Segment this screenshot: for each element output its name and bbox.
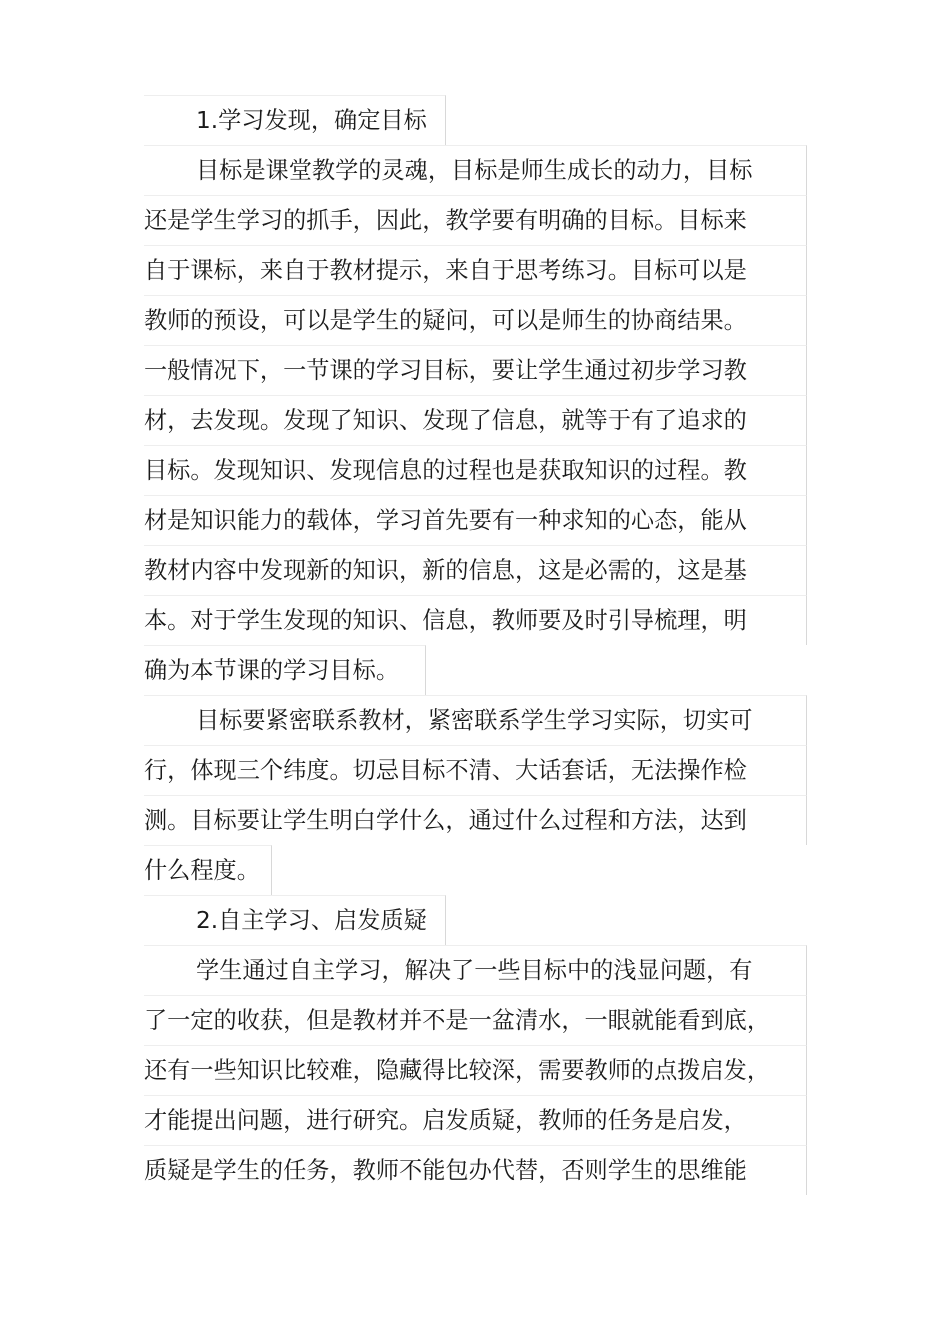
paragraph-line: 测。目标要让学生明白学什么，通过什么过程和方法，达到 xyxy=(144,795,807,845)
paragraph-line: 材，去发现。发现了知识、发现了信息，就等于有了追求的 xyxy=(144,395,807,445)
section-heading: 2.自主学习、启发质疑 xyxy=(144,895,446,945)
paragraph-line: 了一定的收获，但是教材并不是一盆清水，一眼就能看到底， xyxy=(144,995,807,1045)
paragraph-line: 材是知识能力的载体，学习首先要有一种求知的心态，能从 xyxy=(144,495,807,545)
paragraph-line: 学生通过自主学习，解决了一些目标中的浅显问题，有 xyxy=(144,945,807,995)
paragraph-line: 行，体现三个纬度。切忌目标不清、大话套话，无法操作检 xyxy=(144,745,807,795)
paragraph-line: 还是学生学习的抓手，因此，教学要有明确的目标。目标来 xyxy=(144,195,807,245)
paragraph-line: 自于课标，来自于教材提示，来自于思考练习。目标可以是 xyxy=(144,245,807,295)
paragraph-line: 什么程度。 xyxy=(144,845,272,895)
paragraph-line: 目标要紧密联系教材，紧密联系学生学习实际，切实可 xyxy=(144,695,807,745)
paragraph-line: 还有一些知识比较难，隐藏得比较深，需要教师的点拨启发， xyxy=(144,1045,807,1095)
paragraph-line: 教材内容中发现新的知识，新的信息，这是必需的，这是基 xyxy=(144,545,807,595)
paragraph-line: 教师的预设，可以是学生的疑问，可以是师生的协商结果。 xyxy=(144,295,807,345)
paragraph-line: 本。对于学生发现的知识、信息，教师要及时引导梳理，明 xyxy=(144,595,807,645)
paragraph-line: 目标是课堂教学的灵魂，目标是师生成长的动力，目标 xyxy=(144,145,807,195)
paragraph-line: 确为本节课的学习目标。 xyxy=(144,645,426,695)
paragraph-line: 质疑是学生的任务，教师不能包办代替，否则学生的思维能 xyxy=(144,1145,807,1195)
paragraph-line: 目标。发现知识、发现信息的过程也是获取知识的过程。教 xyxy=(144,445,807,495)
paragraph-line: 才能提出问题，进行研究。启发质疑，教师的任务是启发， xyxy=(144,1095,807,1145)
paragraph-line: 一般情况下，一节课的学习目标，要让学生通过初步学习教 xyxy=(144,345,807,395)
section-heading: 1.学习发现，确定目标 xyxy=(144,95,446,145)
